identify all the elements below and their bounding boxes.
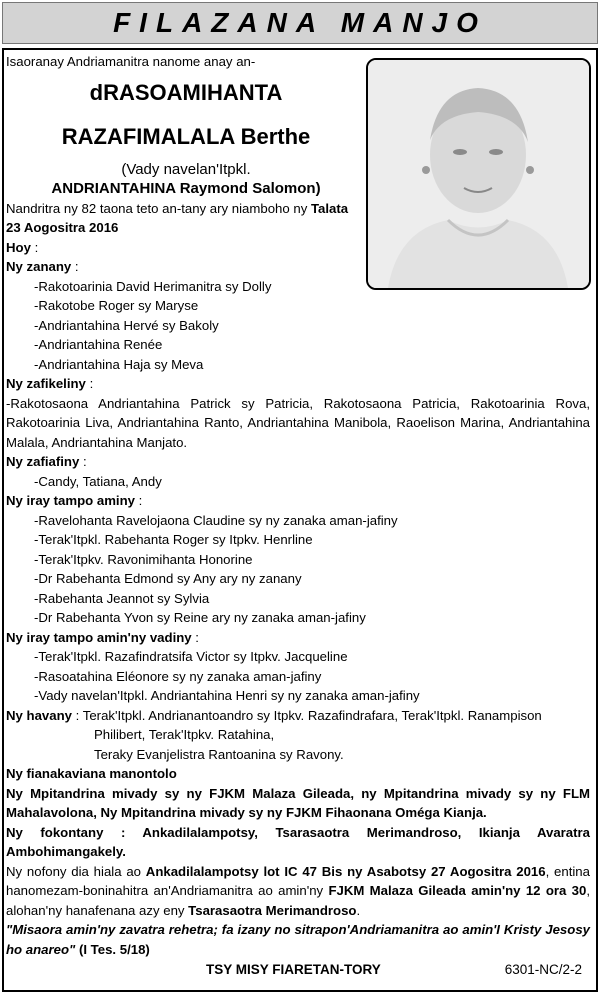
list-item: -Terak'Itpkl. Razafindratsifa Victor sy Itpkv. Jacqueline (34, 649, 348, 664)
list-item: -Rasoatahina Eléonore sy ny zanaka aman-jafiny (34, 668, 322, 684)
death-day: Talata (310, 200, 349, 216)
spouse-line (6, 160, 366, 180)
list-item: -Ravelohanta Ravelojaona Claudine sy ny zanaka aman-jafiny (34, 512, 398, 528)
nofony-paragraph (6, 862, 590, 921)
hoy-label: Hoy (6, 239, 31, 255)
footer-reference: 6301-NC/2-2 (504, 962, 582, 977)
death-text: Nandritra ny 82 taona teto an-tany ary niamboho ny (6, 200, 311, 216)
death-line-1 (6, 199, 366, 219)
header-title: FILAZANA MANJO (113, 7, 487, 38)
iray-tampo-heading: Ny iray tampo aminy : (6, 493, 143, 508)
nofony-burial-place: Tsarasaotra Merimandroso (188, 902, 357, 918)
havany-text-1: Terak'Itpkl. Andrianantoandro sy Itpkv. Razafindrafara, Terak'Itpkl. Ranampison (82, 707, 542, 723)
nofony-place-date: Ankadilalampotsy lot IC 47 Bis ny Asabotsy 27 Aogositra 2016 (145, 863, 546, 879)
zafikeliny-heading: Ny zafikeliny : (6, 376, 94, 391)
death-date: 23 Aogositra 2016 (6, 220, 119, 235)
havany-text-2: Philibert, Terak'Itpkv. Ratahina, (94, 727, 275, 742)
nofony-text-4: . (356, 902, 361, 918)
list-item: -Rakotoarinia David Herimanitra sy Dolly (34, 278, 272, 294)
mpitandrina-text: Ny Mpitandrina mivady sy ny FJKM Malaza Gileada, ny Mpitandrina mivady sy ny FLM Mahalavolona, Ny Mpitandrina mivady sy ny FJKM Fihaonana Oméga Kianja. (6, 785, 590, 820)
havany-label: Ny havany (6, 707, 72, 723)
zafiafiny-text: -Candy, Tatiana, Andy (34, 473, 162, 489)
zanany-heading: Ny zanany : (6, 259, 79, 274)
list-item: -Andriantahina Hervé sy Bakoly (34, 317, 219, 333)
spouse-name: ANDRIANTAHINA Raymond Salomon) (51, 180, 321, 197)
list-item: -Dr Rabehanta Yvon sy Reine ary ny zanaka aman-jafiny (34, 610, 366, 625)
havany-line1: Ny havany : Terak'Itpkl. Andrianantoandro sy Itpkv. Razafindrafara, Terak'Itpkl. Ranampison (6, 707, 542, 723)
havany-text-3: Teraky Evanjelistra Rantoanina sy Ravony. (94, 746, 344, 762)
notice-body (6, 52, 590, 959)
list-item: -Vady navelan'Itpkl. Andriantahina Henri sy ny zanaka aman-jafiny (34, 688, 420, 703)
zafiafiny-heading: Ny zafiafiny : (6, 454, 87, 469)
verse-reference: (I Tes. 5/18) (75, 941, 150, 957)
header-banner (2, 2, 598, 44)
zafiafiny-label: Ny zafiafiny (6, 454, 80, 469)
intro-text: Isaoranay Andriamanitra nanome anay an- (6, 54, 256, 69)
iray-tampo-vady-heading: Ny iray tampo amin'ny vadiny : (6, 629, 199, 645)
verse-quote: "Misaora amin'ny zavatra rehetra; fa izany no sitrapon'Andriamanitra ao amin'I Kristy Jesosy ho anareo" (6, 922, 590, 957)
spouse-intro: (Vady navelan'Itpkl. (121, 160, 251, 178)
list-item: -Dr Rabehanta Edmond sy Any ary ny zanany (34, 571, 302, 586)
list-item: -Andriantahina Haja sy Meva (34, 356, 204, 372)
list-item: -Andriantahina Renée (34, 337, 163, 352)
list-item: -Rakotobe Roger sy Maryse (34, 298, 199, 313)
zafikeliny-label: Ny zafikeliny (6, 376, 86, 391)
nofony-church-time: FJKM Malaza Gileada amin'ny 12 ora 30 (328, 883, 587, 898)
hoy-line: Hoy : (6, 239, 39, 255)
nofony-text-2: , entina hanomezam-boninahitra an'Andriamanitra ao amin'ny (6, 863, 590, 898)
deceased-name-line2: RAZAFIMALALA Berthe (61, 123, 311, 149)
bible-verse (6, 920, 590, 959)
list-item: -Rabehanta Jeannot sy Sylvia (34, 590, 210, 606)
list-item: -Terak'Itpkv. Ravonimihanta Honorine (34, 551, 253, 567)
nofony-text-1: Ny nofony dia hiala ao (6, 863, 146, 879)
zafikeliny-text: -Rakotosaona Andriantahina Patrick sy Patricia, Rakotosaona Patricia, Rakotoarinia Rova, Rakotoarinia Liva, Andriantahina Ranto, Andriantahina Manibola, Raoelison Marina, Andriantahina Malala, Andriantahina Manjato. (6, 395, 590, 450)
footer-notice: TSY MISY FIARETAN-TORY (206, 962, 381, 977)
iray-tampo-vady-label: Ny iray tampo amin'ny vadiny (6, 629, 192, 645)
fokontany-text: Ny fokontany : Ankadilalampotsy, Tsarasaotra Merimandroso, Ikianja Avaratra Ambohimangakely. (6, 824, 590, 859)
list-item: -Terak'Itpkl. Rabehanta Roger sy Itpkv. Henrline (34, 532, 313, 547)
deceased-name-line1: dRASOAMIHANTA (89, 79, 283, 105)
fianakaviana: Ny fianakaviana manontolo (6, 766, 177, 781)
zanany-label: Ny zanany (6, 259, 72, 274)
iray-tampo-label: Ny iray tampo aminy (6, 493, 135, 508)
nofony-text-3: , alohan'ny hanafenana azy eny (6, 883, 590, 918)
